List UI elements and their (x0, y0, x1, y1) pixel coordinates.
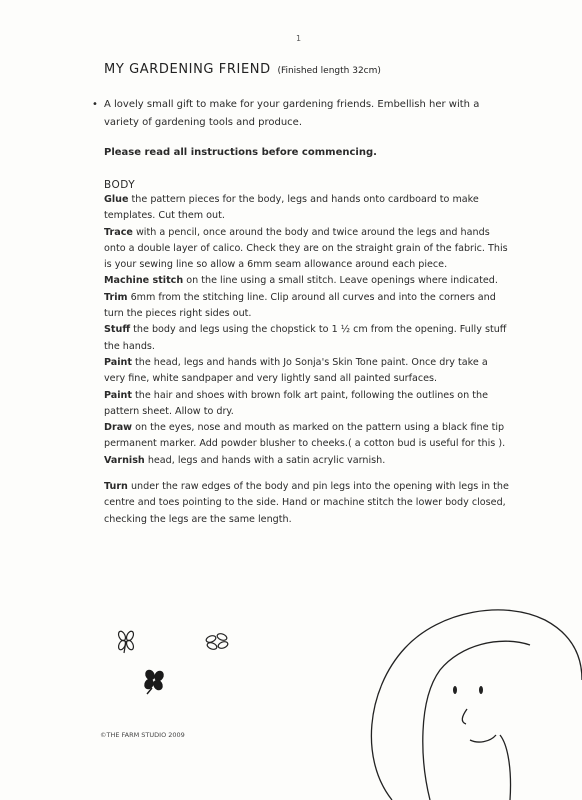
step-text: the body and legs using the chopstick to 1 ½ cm from the opening. Fully stuff the hands. (104, 324, 507, 352)
flower-icon (117, 630, 135, 653)
step-keyword: Glue (104, 194, 129, 205)
step-keyword: Stuff (104, 324, 131, 336)
copyright-footer: ©THE FARM STUDIO 2009 (100, 731, 185, 739)
step-text: on the line using a small stitch. Leave openings where indicated. (183, 275, 498, 287)
page-number: 1 (296, 34, 302, 43)
title-text: MY GARDENING FRIEND (104, 62, 271, 77)
step-text: the head, legs and hands with Jo Sonja's Skin Tone paint. Once dry take a very fine, white sandpaper and very lightly sand all painted surfaces. (104, 356, 488, 385)
bullet-icon: • (92, 99, 98, 110)
step-keyword: Trim (104, 291, 128, 303)
doll-head-drawing (371, 610, 582, 800)
step-keyword: Machine stitch (104, 275, 184, 287)
step-keyword: Trace (104, 226, 133, 238)
step-text: the hair and shoes with brown folk art paint, following the outlines on the pattern sheet. Allow to dry. (104, 389, 489, 417)
finished-length: (Finished length 32cm) (277, 66, 381, 76)
instructions-notice: Please read all instructions before commencing. (104, 147, 377, 158)
step-keyword: Paint (104, 389, 132, 401)
step-text: on the eyes, nose and mouth as marked on the pattern using a black fine tip permanent marker. Add powder blusher to cheeks.( a cotton bud is useful for this ). (104, 422, 506, 450)
filled-flower-icon (143, 669, 165, 694)
step-keyword: Paint (104, 356, 132, 368)
section-heading: BODY (104, 179, 136, 191)
step-text: with a pencil, once around the body and twice around the legs and hands onto a double layer of calico. Check they are on the straight grain of the fabric. This is your sewing line so allow a 6mm seam allowance around each piece. (104, 226, 508, 271)
step-keyword: Draw (104, 422, 133, 434)
doll-eye-icon (453, 686, 483, 694)
flower-icon (205, 632, 228, 650)
intro-text: A lovely small gift to make for your gardening friends. Embellish her with a variety of gardening tools and produce. (104, 99, 480, 128)
step-keyword: Varnish (104, 454, 145, 466)
step-text: the pattern pieces for the body, legs and hands onto cardboard to make templates. Cut them out. (104, 194, 479, 222)
step-text: head, legs and hands with a satin acrylic varnish. (144, 454, 386, 466)
step-keyword: Turn (104, 481, 128, 493)
step-text: under the raw edges of the body and pin legs into the opening with legs in the centre and toes pointing to the side. Hand or machine stitch the lower body closed, checking the legs are the same length. (104, 481, 509, 525)
step-text: 6mm from the stitching line. Clip around all curves and into the corners and turn the pieces right sides out. (104, 291, 496, 320)
